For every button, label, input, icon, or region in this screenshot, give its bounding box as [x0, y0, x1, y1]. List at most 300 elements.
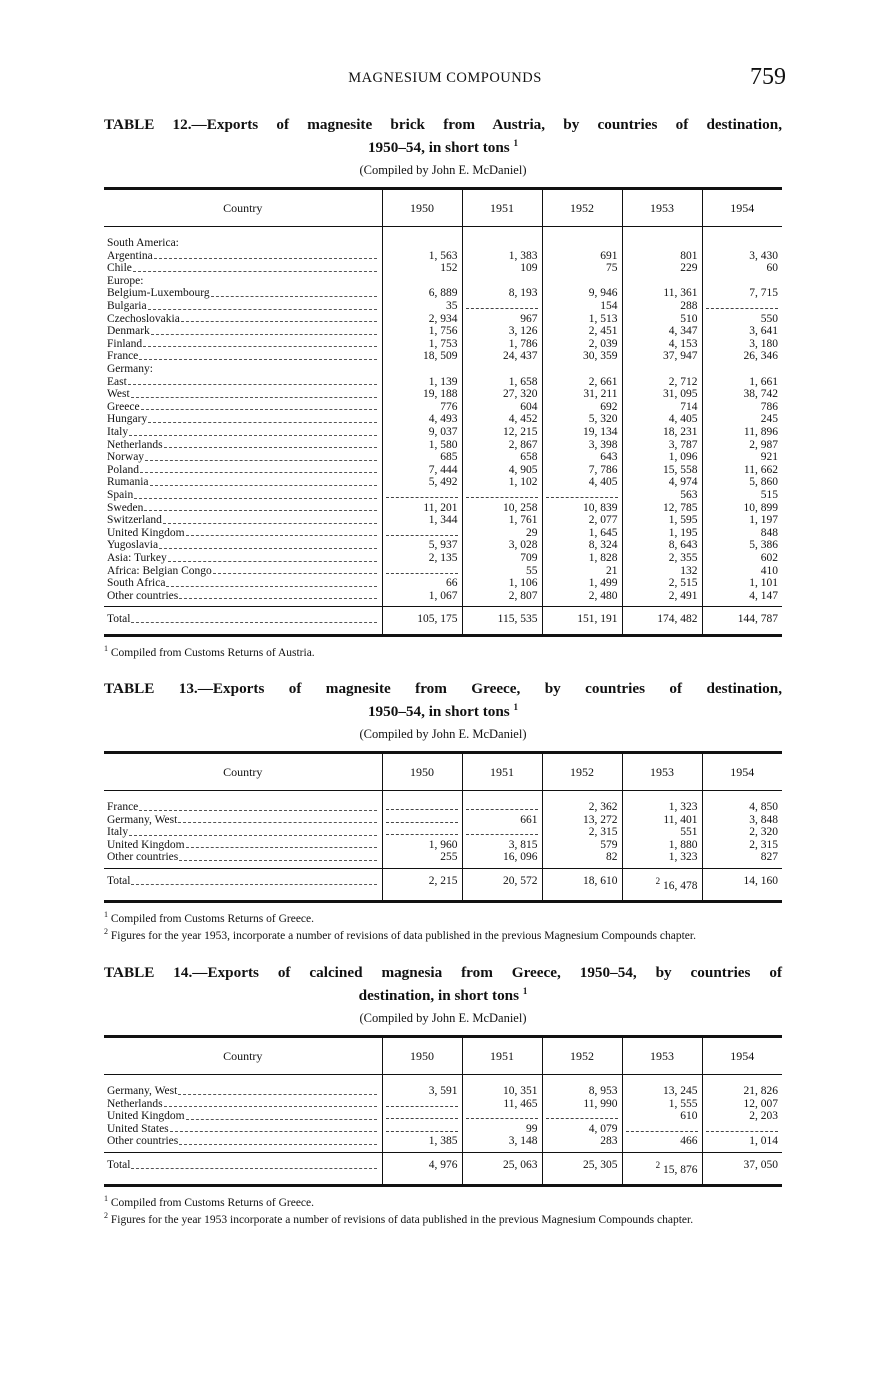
- country-name: Other countries: [107, 851, 179, 864]
- value: 4, 452: [508, 413, 538, 426]
- value-cell: [702, 826, 782, 839]
- footnote: [104, 1210, 782, 1226]
- value-cell: [622, 250, 702, 263]
- value: 82: [606, 851, 618, 864]
- column-header-year: 1951: [462, 753, 542, 791]
- table-row: [104, 413, 782, 426]
- value: 7, 715: [749, 287, 778, 300]
- country-name: Italy: [107, 425, 129, 438]
- value: 921: [760, 451, 778, 464]
- country-cell: [104, 814, 382, 827]
- value: 515: [760, 488, 778, 501]
- value-cell: [462, 227, 542, 250]
- value: 4, 974: [668, 476, 698, 489]
- value-cell: [622, 363, 702, 376]
- table-row: [104, 1110, 782, 1123]
- value-cell: [622, 325, 702, 338]
- value-cell: [702, 227, 782, 250]
- leader-dots: [179, 590, 376, 600]
- column-header-country: Country: [104, 189, 382, 227]
- value-cell: [622, 376, 702, 389]
- value: 55: [526, 564, 538, 577]
- country-name: France: [107, 350, 139, 363]
- total-label: Total: [107, 613, 131, 626]
- value-cell: [622, 262, 702, 275]
- leader-dots: [186, 839, 377, 849]
- value: 5, 860: [749, 476, 778, 489]
- value-cell: [462, 262, 542, 275]
- leader-dots: [151, 325, 377, 335]
- column-header-year: 1953: [622, 189, 702, 227]
- value: 2, 039: [588, 337, 618, 350]
- value-cell: [382, 839, 462, 852]
- value: 1, 513: [588, 312, 618, 325]
- value-cell: [382, 527, 462, 540]
- country-cell: [104, 590, 382, 603]
- total-value-cell: [382, 869, 462, 902]
- table-row: [104, 338, 782, 351]
- value: 5, 386: [749, 539, 778, 552]
- country-name: Chile: [107, 262, 132, 275]
- value: 4, 153: [668, 337, 698, 350]
- country-cell: [104, 1075, 382, 1098]
- footnote-marker: 1: [513, 138, 519, 148]
- value-cell: [622, 476, 702, 489]
- table-row: [104, 426, 782, 439]
- value: 19, 188: [423, 388, 458, 401]
- total-row: [104, 607, 782, 636]
- value-cell: [702, 1075, 782, 1098]
- value-cell: [542, 227, 622, 250]
- value: 2, 987: [749, 438, 778, 451]
- total-value-cell: [542, 1153, 622, 1186]
- value: 1, 555: [668, 1097, 698, 1110]
- value-cell: [622, 313, 702, 326]
- value: 152: [440, 262, 458, 275]
- value: 3, 028: [508, 539, 538, 552]
- footnote-marker: 1: [104, 1194, 108, 1204]
- value-cell: [542, 388, 622, 401]
- country-name: Netherlands: [107, 438, 163, 451]
- total-value: 115, 535: [497, 613, 538, 626]
- table-14: [104, 964, 782, 1226]
- value: 4, 850: [749, 801, 778, 814]
- value: 38, 742: [743, 388, 778, 401]
- value-cell: [542, 1135, 622, 1148]
- value-cell: [462, 514, 542, 527]
- value-cell: [462, 338, 542, 351]
- leader-dots: [145, 451, 376, 461]
- column-header-year: 1950: [382, 753, 462, 791]
- value-cell: [622, 565, 702, 578]
- table-row: [104, 476, 782, 489]
- country-name: Yugoslavia: [107, 539, 159, 552]
- value-cell: [622, 413, 702, 426]
- value-cell: [382, 300, 462, 313]
- table-row: [104, 514, 782, 527]
- country-name: South Africa: [107, 577, 166, 590]
- value: 550: [760, 312, 778, 325]
- value: 21: [606, 564, 618, 577]
- value: 4, 493: [428, 413, 458, 426]
- country-name: Germany:: [107, 363, 153, 375]
- value-cell: [382, 1135, 462, 1148]
- value-cell: [622, 826, 702, 839]
- value-cell: [382, 401, 462, 414]
- value: 5, 937: [428, 539, 458, 552]
- value: 2, 491: [668, 589, 698, 602]
- value-cell: [462, 300, 542, 313]
- value: 1, 106: [508, 577, 538, 590]
- country-name: Hungary: [107, 413, 148, 426]
- country-name: Belgium-Luxembourg: [107, 287, 210, 300]
- value-cell: [702, 590, 782, 603]
- value: 604: [520, 400, 538, 413]
- value: 3, 398: [588, 438, 618, 451]
- value-cell: [542, 514, 622, 527]
- value: 66: [446, 577, 458, 590]
- total-value: 151, 191: [577, 613, 618, 626]
- value: 11, 361: [663, 287, 698, 300]
- value-cell: [462, 451, 542, 464]
- value: 2, 480: [588, 589, 618, 602]
- leader-dots: [131, 875, 376, 885]
- value-cell: [382, 439, 462, 452]
- value-cell: [462, 350, 542, 363]
- value: 510: [680, 312, 698, 325]
- value: 1, 323: [668, 801, 698, 814]
- value: 1, 786: [508, 337, 538, 350]
- value: 288: [680, 300, 698, 313]
- country-cell: [104, 439, 382, 452]
- footnote-marker: 2: [104, 1210, 108, 1220]
- country-name: Switzerland: [107, 514, 162, 527]
- country-cell: [104, 426, 382, 439]
- total-value-cell: [702, 607, 782, 636]
- value: 1, 101: [749, 577, 778, 590]
- value: 658: [520, 451, 538, 464]
- leader-dots: [179, 1135, 376, 1145]
- value-cell: [622, 489, 702, 502]
- value: 7, 786: [588, 463, 618, 476]
- value: 37, 947: [663, 350, 698, 363]
- total-value: 16, 478: [663, 879, 698, 892]
- value-cell: [382, 350, 462, 363]
- value-cell: [542, 376, 622, 389]
- value-cell: [382, 287, 462, 300]
- value-cell: [702, 250, 782, 263]
- value-cell: [702, 388, 782, 401]
- country-cell: [104, 1123, 382, 1136]
- value-cell: [462, 527, 542, 540]
- table-row: [104, 262, 782, 275]
- value: 154: [600, 300, 618, 313]
- column-header-year: 1951: [462, 189, 542, 227]
- value-cell: [542, 338, 622, 351]
- leader-dots: [154, 250, 377, 260]
- country-name: Asia: Turkey: [107, 551, 167, 564]
- value-cell: [382, 426, 462, 439]
- no-data-dash: [466, 489, 538, 498]
- value-cell: [702, 539, 782, 552]
- value-cell: [702, 476, 782, 489]
- value: 75: [606, 262, 618, 275]
- country-cell: [104, 851, 382, 864]
- column-header-year: 1952: [542, 753, 622, 791]
- country-cell: [104, 839, 382, 852]
- header-row: [104, 1037, 782, 1075]
- value: 13, 272: [583, 813, 618, 826]
- total-label: Total: [107, 1159, 131, 1172]
- column-header-year: 1951: [462, 1037, 542, 1075]
- country-name: Germany, West: [107, 813, 178, 826]
- value: 661: [520, 813, 538, 826]
- value-cell: [382, 590, 462, 603]
- country-name: Greece: [107, 400, 140, 413]
- value-cell: [542, 413, 622, 426]
- value: 1, 067: [428, 589, 458, 602]
- value-cell: [622, 577, 702, 590]
- country-name: Rumania: [107, 476, 149, 489]
- total-value: 174, 482: [657, 613, 698, 626]
- value-cell: [542, 426, 622, 439]
- value: 15, 558: [663, 463, 698, 476]
- value: 714: [680, 400, 698, 413]
- country-name: Denmark: [107, 325, 150, 338]
- value: 9, 037: [428, 425, 458, 438]
- value-cell: [702, 262, 782, 275]
- country-cell: [104, 514, 382, 527]
- table-row: [104, 851, 782, 864]
- value-cell: [542, 350, 622, 363]
- table-row: [104, 287, 782, 300]
- value-cell: [702, 401, 782, 414]
- value: 8, 193: [508, 287, 538, 300]
- no-data-dash: [386, 489, 458, 498]
- value-cell: [622, 1098, 702, 1111]
- total-value: 2, 215: [428, 875, 458, 888]
- value-cell: [542, 1110, 622, 1123]
- footnote: [104, 909, 782, 925]
- value-cell: [622, 227, 702, 250]
- column-header-year: 1952: [542, 1037, 622, 1075]
- value: 1, 139: [428, 375, 458, 388]
- country-cell: [104, 464, 382, 477]
- footnote-text: Compiled from Customs Returns of Greece.: [110, 1197, 315, 1210]
- total-value: 25, 063: [503, 1159, 538, 1172]
- country-cell: [104, 539, 382, 552]
- value: 466: [680, 1135, 698, 1148]
- table-row: [104, 376, 782, 389]
- value-cell: [702, 350, 782, 363]
- leader-dots: [139, 350, 376, 360]
- value-cell: [542, 275, 622, 288]
- no-data-dash: [386, 1123, 458, 1132]
- value-cell: [542, 577, 622, 590]
- total-label-cell: [104, 869, 382, 902]
- value-cell: [702, 439, 782, 452]
- table-title-line-1: TABLE 13.—Exports of magnesite from Greece, by countries of destination,: [104, 680, 782, 697]
- value: 4, 079: [588, 1122, 618, 1135]
- leader-dots: [134, 489, 376, 499]
- value-cell: [702, 577, 782, 590]
- value-cell: [542, 363, 622, 376]
- value: 1, 096: [668, 451, 698, 464]
- value: 1, 580: [428, 438, 458, 451]
- value: 551: [680, 826, 698, 839]
- value-cell: [622, 527, 702, 540]
- value: 1, 102: [508, 476, 538, 489]
- total-value-cell: [542, 607, 622, 636]
- value: 283: [600, 1135, 618, 1148]
- footnote-marker: 1: [513, 702, 519, 712]
- value-cell: [382, 539, 462, 552]
- value: 1, 661: [749, 375, 778, 388]
- value: 1, 344: [428, 514, 458, 527]
- value: 1, 753: [428, 337, 458, 350]
- value-cell: [702, 814, 782, 827]
- value: 827: [760, 851, 778, 864]
- country-name: Netherlands: [107, 1097, 163, 1110]
- header-row: [104, 189, 782, 227]
- country-name: United Kingdom: [107, 838, 185, 851]
- table-row: [104, 227, 782, 250]
- value: 1, 645: [588, 526, 618, 539]
- value-cell: [622, 590, 702, 603]
- country-name: East: [107, 375, 127, 388]
- value: 8, 643: [668, 539, 698, 552]
- leader-dots: [139, 801, 376, 811]
- value-cell: [382, 489, 462, 502]
- value-cell: [542, 401, 622, 414]
- value: 1, 383: [508, 249, 538, 262]
- table-row: [104, 826, 782, 839]
- table-row: [104, 1123, 782, 1136]
- value: 3, 126: [508, 325, 538, 338]
- value-cell: [462, 791, 542, 814]
- country-cell: [104, 489, 382, 502]
- header-row: [104, 753, 782, 791]
- column-header-year: 1950: [382, 1037, 462, 1075]
- value-cell: [382, 227, 462, 250]
- total-value: 105, 175: [417, 613, 458, 626]
- value-cell: [542, 262, 622, 275]
- value: 2, 320: [749, 826, 778, 839]
- value: 3, 787: [668, 438, 698, 451]
- value-cell: [622, 791, 702, 814]
- value-cell: [382, 476, 462, 489]
- value-cell: [382, 338, 462, 351]
- value: 801: [680, 249, 698, 262]
- country-cell: [104, 552, 382, 565]
- table-row: [104, 401, 782, 414]
- total-value-cell: [622, 1153, 702, 1186]
- leader-dots: [178, 1085, 376, 1095]
- value-cell: [542, 851, 622, 864]
- value: 1, 761: [508, 514, 538, 527]
- column-header-year: 1950: [382, 189, 462, 227]
- value-cell: [382, 413, 462, 426]
- country-name: Czechoslovakia: [107, 312, 180, 325]
- country-name: United States: [107, 1122, 169, 1135]
- value-cell: [462, 275, 542, 288]
- country-cell: [104, 476, 382, 489]
- value-cell: [462, 502, 542, 515]
- no-data-dash: [386, 1110, 458, 1119]
- country-cell: [104, 338, 382, 351]
- value-cell: [462, 439, 542, 452]
- value-cell: [702, 1110, 782, 1123]
- country-name: Poland: [107, 463, 139, 476]
- value-cell: [462, 476, 542, 489]
- value-cell: [462, 489, 542, 502]
- value-cell: [382, 325, 462, 338]
- value: 1, 880: [668, 838, 698, 851]
- table-row: [104, 439, 782, 452]
- leader-dots: [166, 577, 376, 587]
- table-row: [104, 1075, 782, 1098]
- value-cell: [462, 565, 542, 578]
- leader-dots: [213, 565, 377, 575]
- value-cell: [622, 426, 702, 439]
- value: 27, 320: [503, 388, 538, 401]
- country-name: Argentina: [107, 249, 153, 262]
- value: 1, 197: [749, 514, 778, 527]
- value: 3, 591: [428, 1085, 458, 1098]
- value: 6, 889: [428, 287, 458, 300]
- value-cell: [382, 275, 462, 288]
- value-cell: [462, 851, 542, 864]
- value: 1, 499: [588, 577, 618, 590]
- value: 1, 323: [668, 851, 698, 864]
- table-13: [104, 680, 782, 942]
- column-header-year: 1954: [702, 189, 782, 227]
- footnote-text: Figures for the year 1953, incorporate a number of revisions of data published in the previous Magnesium Compounds chapter.: [110, 929, 696, 942]
- no-data-dash: [386, 565, 458, 574]
- country-cell: [104, 401, 382, 414]
- value-cell: [462, 1075, 542, 1098]
- country-name: Other countries: [107, 589, 179, 602]
- country-cell: [104, 262, 382, 275]
- value-cell: [702, 338, 782, 351]
- value-cell: [382, 791, 462, 814]
- value: 709: [520, 551, 538, 564]
- footnote-marker: 1: [104, 910, 108, 920]
- country-name: Bulgaria: [107, 300, 147, 313]
- data-table: [104, 187, 782, 637]
- value-cell: [542, 325, 622, 338]
- leader-dots: [143, 338, 376, 348]
- table-row: [104, 590, 782, 603]
- table-row: [104, 250, 782, 263]
- value-cell: [542, 590, 622, 603]
- value: 2, 203: [749, 1110, 778, 1123]
- leader-dots: [170, 1123, 377, 1133]
- value: 3, 430: [749, 249, 778, 262]
- value: 2, 867: [508, 438, 538, 451]
- value-cell: [702, 527, 782, 540]
- total-row: [104, 1153, 782, 1186]
- value: 11, 662: [743, 463, 778, 476]
- table-row: [104, 363, 782, 376]
- table-row: [104, 502, 782, 515]
- column-header-country: Country: [104, 1037, 382, 1075]
- leader-dots: [168, 552, 377, 562]
- value: 776: [440, 400, 458, 413]
- value: 1, 195: [668, 526, 698, 539]
- no-data-dash: [626, 1123, 698, 1132]
- value: 1, 563: [428, 249, 458, 262]
